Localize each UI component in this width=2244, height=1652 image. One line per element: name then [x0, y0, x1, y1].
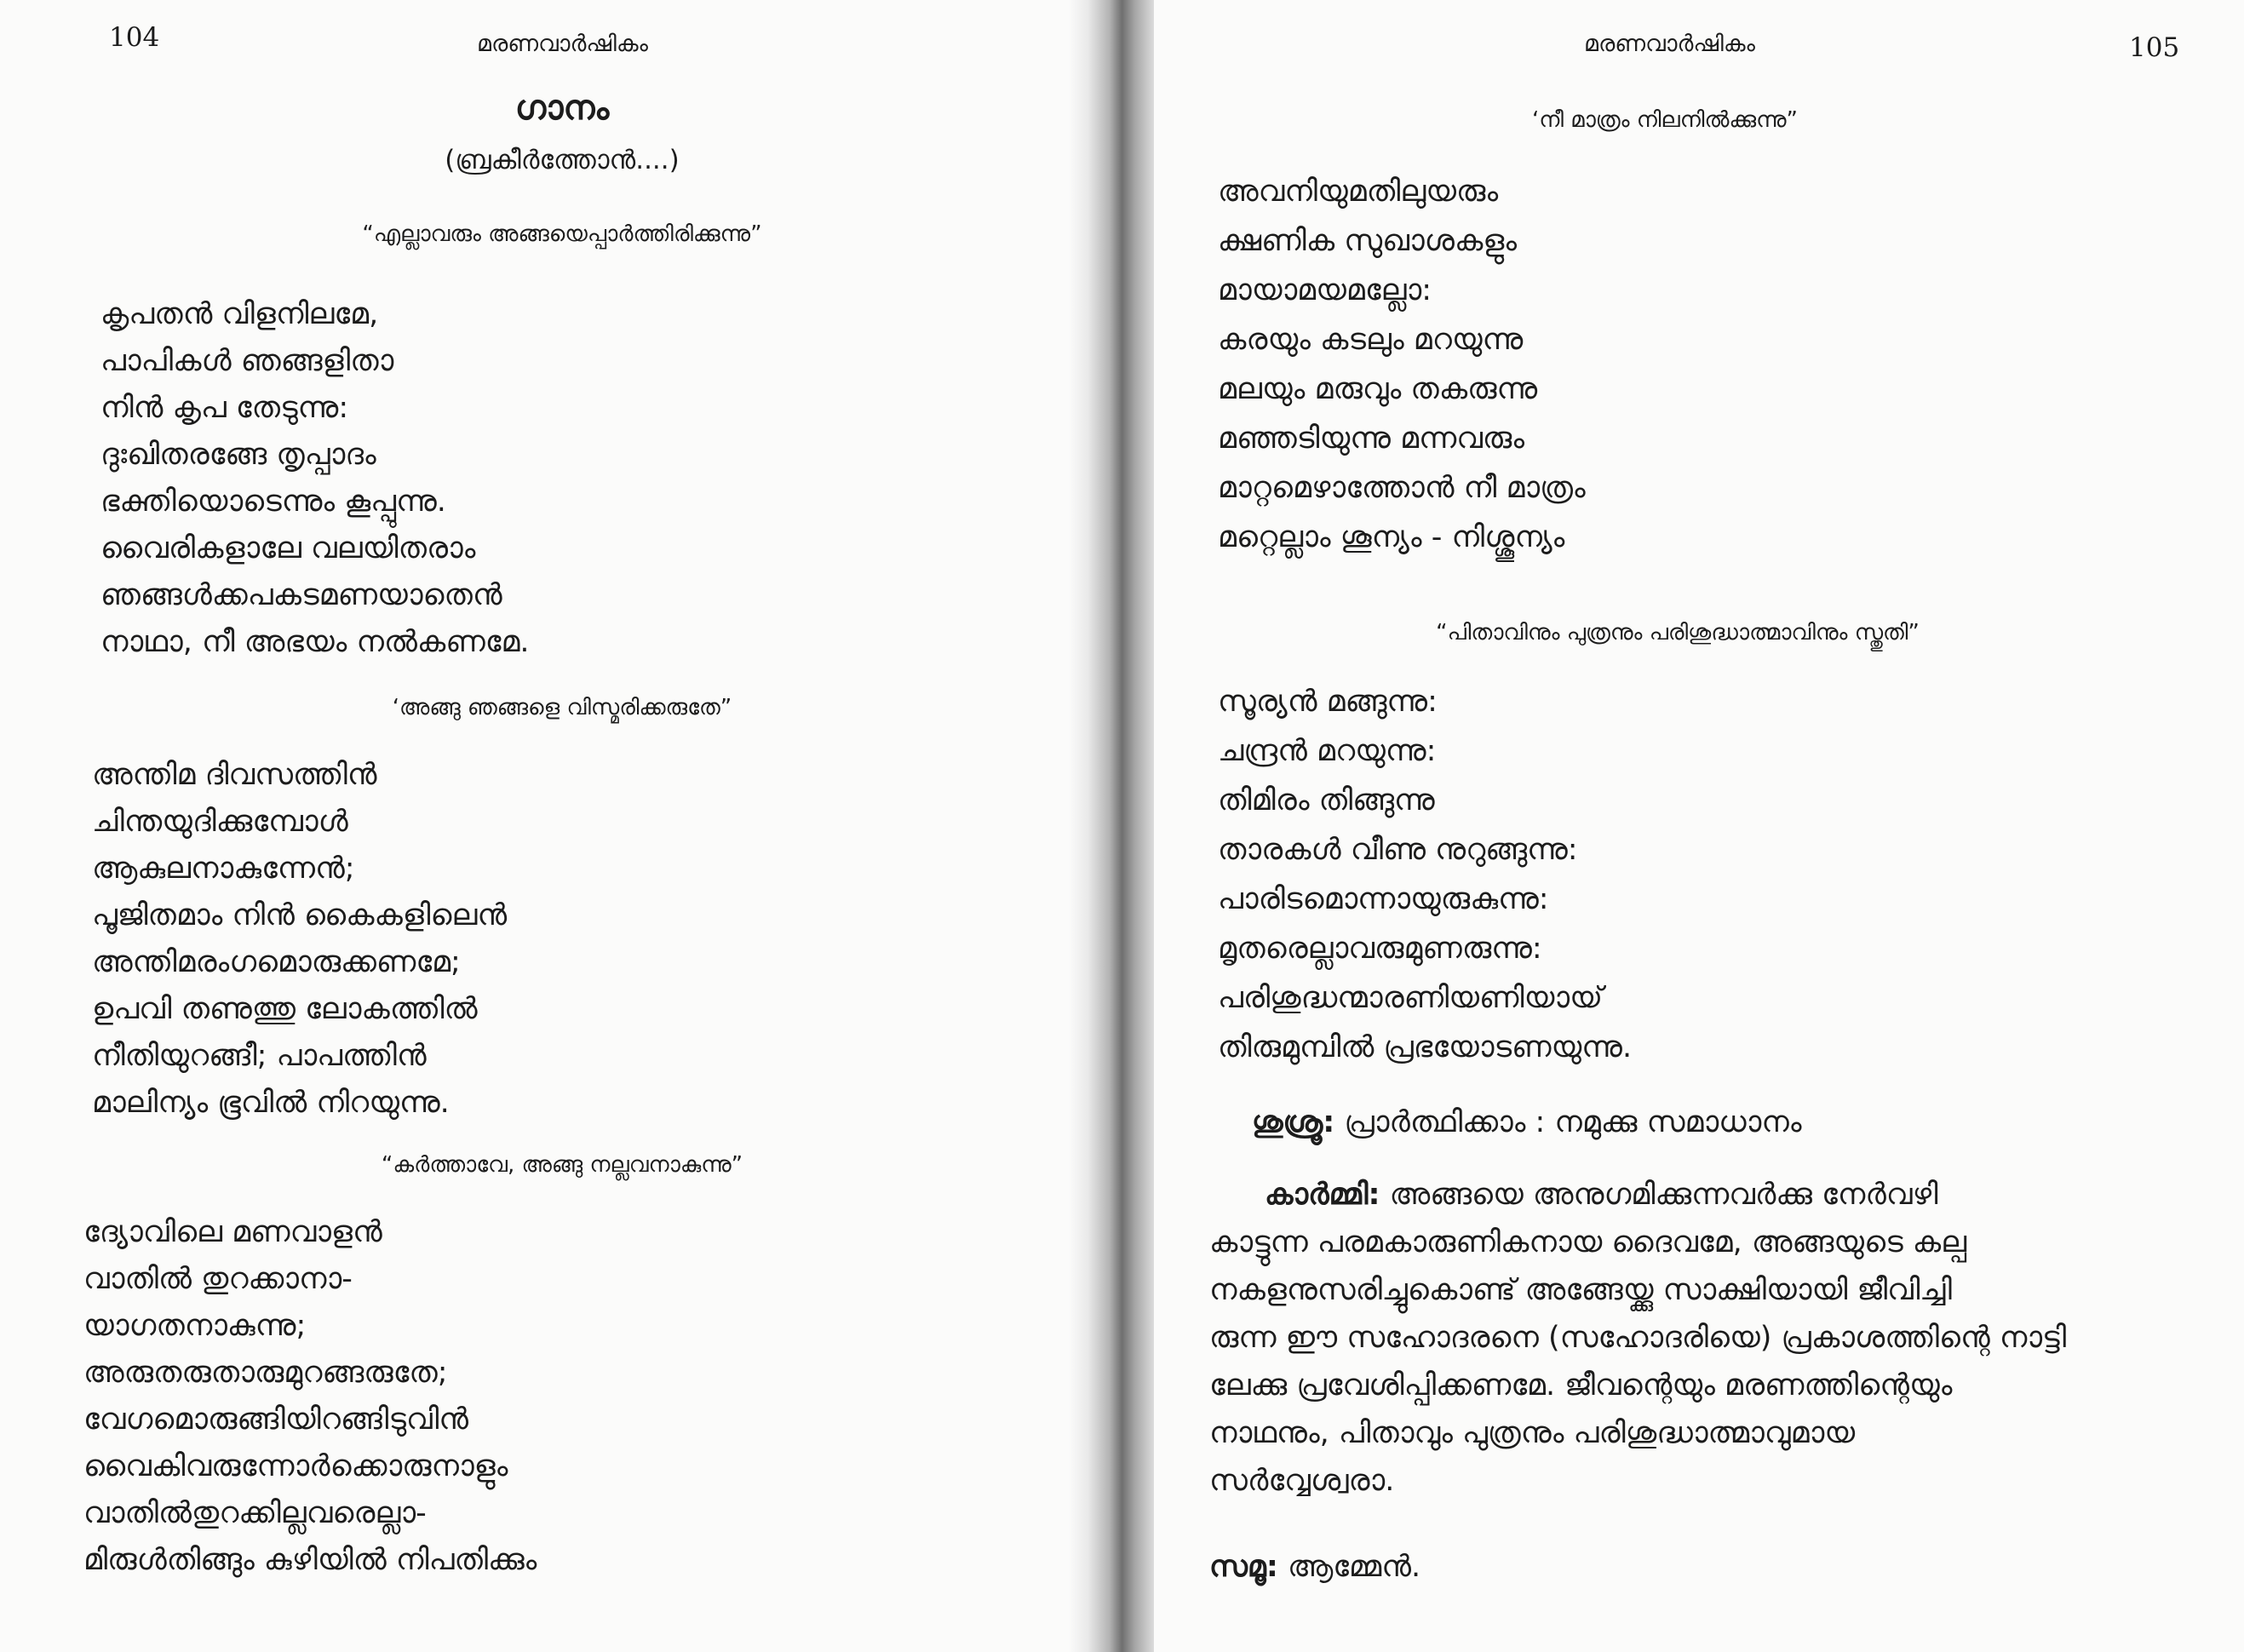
verse-line: അവനിയുമതിലുയരും: [1218, 175, 1499, 209]
prayer-line: നാഥനും, പിതാവും പുത്രനും പരിശുദ്ധാത്മാവുമായ: [1209, 1416, 1856, 1450]
prayer-text: അങ്ങയെ അനുഗമിക്കുന്നവർക്കു നേർവഴി: [1389, 1178, 1938, 1212]
verse-line: മാലിന്യം ഭൂവിൽ നിറയുന്നു.: [92, 1086, 450, 1120]
verse-line: ദ്യോവിലെ മണവാളൻ: [83, 1215, 382, 1249]
stanza-quote: “എല്ലാവരും അങ്ങയെപ്പാർത്തിരിക്കുന്നു”: [362, 221, 762, 247]
stanza: [92, 752, 507, 1127]
verse-line: അന്തിമരംഗമൊരുക്കണമേ;: [92, 945, 461, 979]
verse-line: നീതിയുറങ്ങീ; പാപത്തിൻ: [92, 1039, 427, 1073]
verse-line: നിൻ കൃപ തേടുന്നു:: [100, 391, 349, 425]
stanza-quote: ‘നീ മാത്രം നിലനിൽക്കുന്നു”: [1532, 107, 1798, 133]
verse-line: മലയും മരുവും തകരുന്നു: [1218, 372, 1538, 406]
response-text: ആമ്മേൻ.: [1288, 1550, 1421, 1584]
stanza: [83, 1209, 537, 1584]
verse-line: ഉപവി തണുത്തു ലോകത്തിൽ: [92, 992, 478, 1026]
stanza-quote: “പിതാവിനും പുത്രനും പരിശുദ്ധാത്മാവിനും സ്തുതി”: [1436, 620, 1920, 645]
page-number: 105: [2129, 32, 2180, 63]
stanza: [1218, 677, 1632, 1072]
response-text: പ്രാർത്ഥിക്കാം : നമുക്കു സമാധാനം: [1344, 1105, 1802, 1139]
page-title: ഗാനം: [514, 89, 610, 128]
verse-line: നാഥാ, നീ അഭയം നൽകണമേ.: [100, 625, 530, 659]
verse-line: കരയും കടലും മറയുന്നു: [1218, 323, 1524, 357]
prayer-line: നകളനുസരിച്ചുകൊണ്ട് അങ്ങേയ്ക്കു സാക്ഷിയായി ജീവിച്ചി: [1209, 1273, 1953, 1307]
left-page: [0, 0, 1090, 1652]
prayer-line: സർവ്വേശ്വരാ.: [1209, 1464, 1395, 1498]
right-page: [1154, 0, 2244, 1652]
verse-line: ക്ഷണിക സുഖാശകളും: [1218, 224, 1518, 258]
people-response: [1209, 1543, 1420, 1591]
stanza-quote: ‘അങ്ങു ഞങ്ങളെ വിസ്മരിക്കരുതേ”: [392, 695, 732, 720]
stanza: [100, 291, 530, 666]
prayer-line: രുന്ന ഈ സഹോദരനെ (സഹോദരിയെ) പ്രകാശത്തിന്റെ നാട്ടി: [1209, 1321, 2067, 1355]
verse-line: അരുതരുതാരുമുറങ്ങരുതേ;: [83, 1356, 448, 1390]
verse-line: ചന്ദ്രൻ മറയുന്നു:: [1218, 734, 1437, 768]
verse-line: തിരുമുമ്പിൽ പ്രഭയോടണയുന്നു.: [1218, 1030, 1633, 1064]
prayer-line: ലേക്കു പ്രവേശിപ്പിക്കണമേ. ജീവന്റെയും മരണത്തിന്റെയും: [1209, 1368, 1953, 1402]
verse-line: ചിന്തയുദിക്കുമ്പോൾ: [92, 805, 348, 839]
verse-line: മറ്റെല്ലാം ശൂന്യം - നിശ്ശൂന്യം: [1218, 520, 1565, 554]
verse-line: മാറ്റമെഴാത്തോൻ നീ മാത്രം: [1218, 471, 1586, 505]
speaker-label: ശുശ്രൂ:: [1252, 1105, 1335, 1139]
verse-line: വൈരികളാലേ വലയിതരാം: [100, 531, 476, 565]
speaker-label: കാർമ്മി:: [1265, 1178, 1380, 1212]
stanza: [1218, 167, 1586, 562]
verse-line: താരകൾ വീണു നുറുങ്ങുന്നു:: [1218, 833, 1578, 867]
verse-line: ഞങ്ങൾക്കപകടമണയാതെൻ: [100, 578, 502, 612]
page-number: 104: [109, 22, 160, 53]
verse-line: വേഗമൊരുങ്ങിയിറങ്ങിടുവിൻ: [83, 1402, 469, 1437]
speaker-label: സമൂ:: [1209, 1550, 1278, 1584]
verse-line: മഞ്ഞടിയുന്നു മന്നവരും: [1218, 422, 1525, 456]
celebrant-prayer: [1209, 1171, 2066, 1505]
verse-line: ദുഃഖിതരങ്ങേ തൃപ്പാദം: [100, 438, 376, 472]
prayer-line: [1209, 1171, 2066, 1219]
running-head: മരണവാർഷികം: [477, 31, 648, 57]
verse-line: പരിശുദ്ധന്മാരണിയണിയായ്: [1218, 981, 1604, 1015]
verse-line: വൈകിവരുന്നോർക്കൊരുനാളും: [83, 1449, 508, 1483]
verse-line: മൃതരെല്ലാവരുമുണരുന്നു:: [1218, 932, 1542, 966]
running-head: മരണവാർഷികം: [1584, 31, 1755, 57]
verse-line: കൃപതൻ വിളനിലമേ,: [100, 297, 379, 331]
prayer-line: കാട്ടുന്ന പരമകാരുണികനായ ദൈവമേ, അങ്ങയുടെ കല്പ: [1209, 1225, 1967, 1259]
verse-line: പാരിടമൊന്നായുരുകുന്നു:: [1218, 882, 1549, 916]
verse-line: ഭക്തിയൊടെന്നും കൂപ്പുന്നു.: [100, 485, 446, 519]
verse-line: പാപികൾ ഞങ്ങളിതാ: [100, 344, 394, 378]
verse-line: ആകുലനാകുന്നേൻ;: [92, 852, 355, 886]
verse-line: യാഗതനാകുന്നു;: [83, 1309, 307, 1343]
deacon-response: [1252, 1098, 1802, 1146]
verse-line: അന്തിമ ദിവസത്തിൻ: [92, 758, 377, 792]
verse-line: വാതിൽതുറക്കില്ലവരെല്ലാ-: [83, 1496, 427, 1530]
verse-line: മായാമയമല്ലോ:: [1218, 273, 1432, 307]
verse-line: വാതിൽ തുറക്കാനാ-: [83, 1262, 353, 1296]
tune-subtitle: (ബ്രകീർത്തോൻ....): [445, 145, 680, 175]
verse-line: തിമിരം തിങ്ങുന്നു: [1218, 783, 1435, 817]
stanza-quote: “കർത്താവേ, അങ്ങു നല്ലവനാകുന്നു”: [381, 1152, 743, 1178]
verse-line: പൂജിതമാം നിൻ കൈകളിലെൻ: [92, 898, 508, 932]
verse-line: സൂര്യൻ മങ്ങുന്നു:: [1218, 685, 1438, 719]
verse-line: മിരുൾതിങ്ങും കുഴിയിൽ നിപതിക്കും: [83, 1543, 537, 1577]
